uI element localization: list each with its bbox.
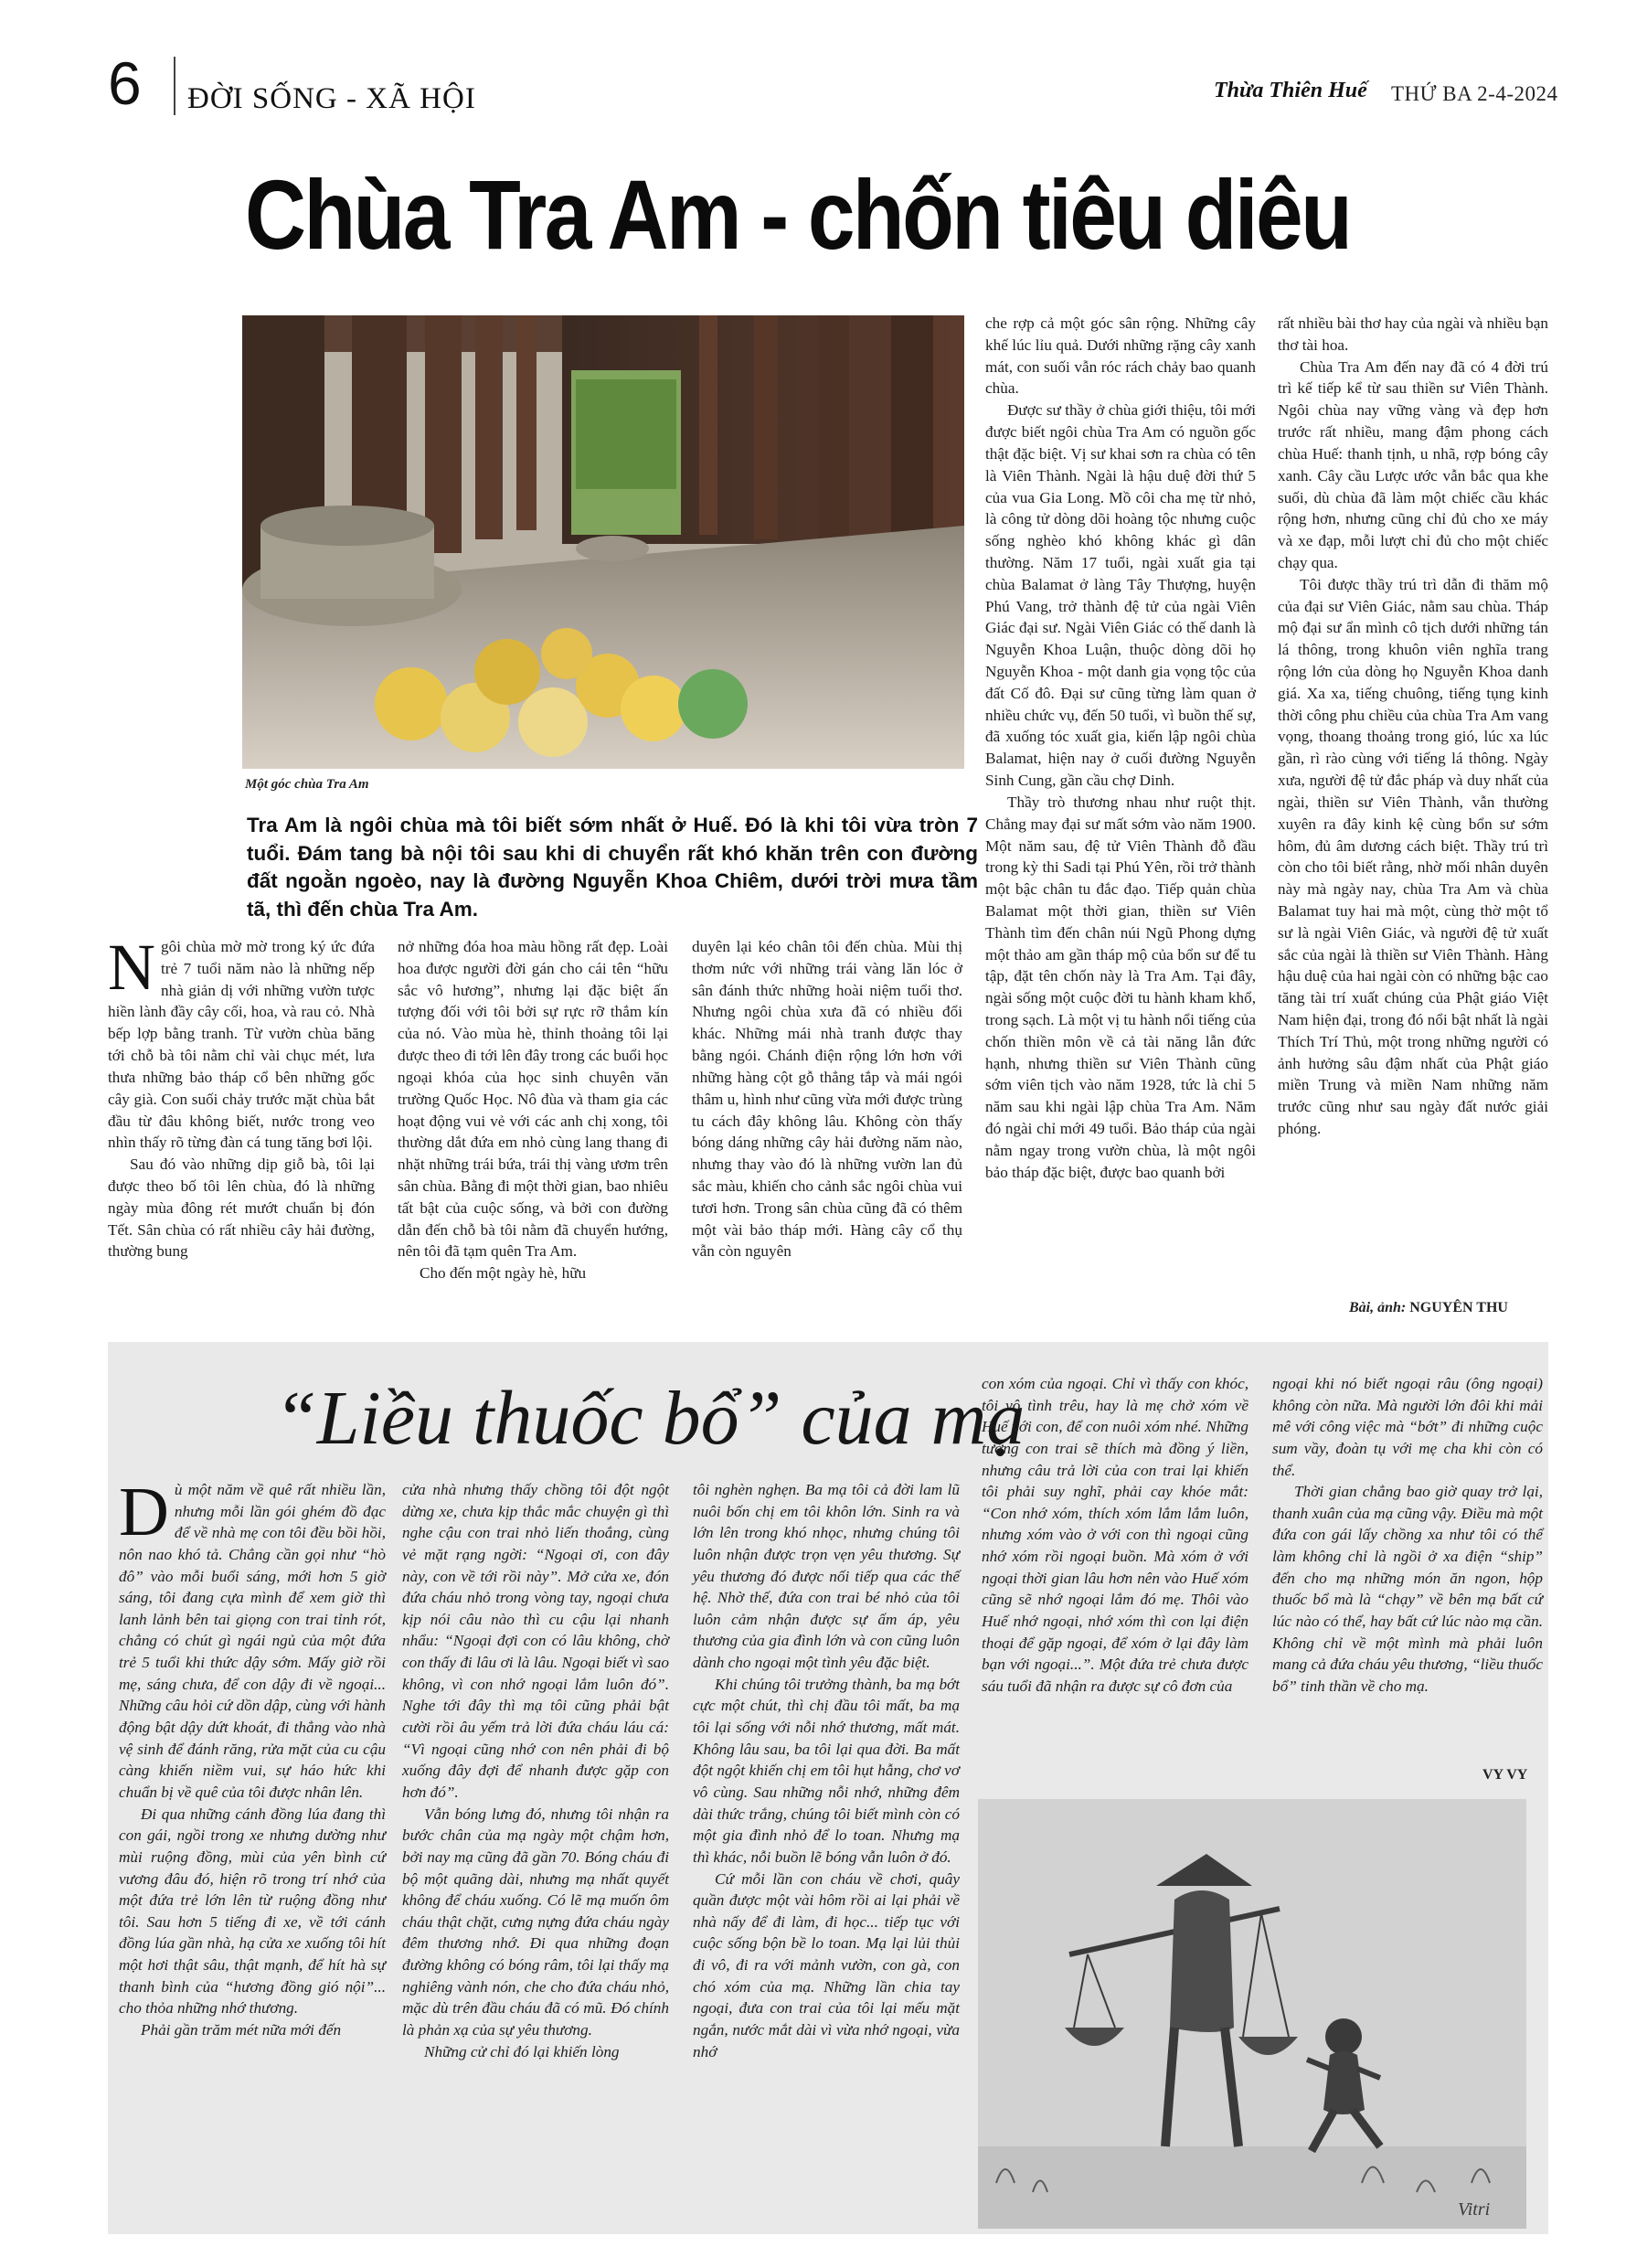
article1-lede: Tra Am là ngôi chùa mà tôi biết sớm nhất ở Huế. Đó là khi tôi vừa tròn 7 tuổi. Đám tang bà nội tôi sau khi di chuyển rất khó khăn trên con đường đất ngoằn ngoèo, nay là đường Nguyễn Khoa Chiêm, dưới trời mưa tầm tã, thì đến chùa Tra Am. bbox=[247, 814, 978, 921]
section-name: ĐỜI SỐNG - XÃ HỘI bbox=[187, 82, 476, 115]
article2-column-1 bbox=[119, 1474, 386, 2041]
header-divider bbox=[174, 57, 175, 115]
issue-date: THỨ BA 2-4-2024 bbox=[1391, 82, 1558, 105]
article2-paragraph: Những cử chỉ đó lại khiến lòng bbox=[424, 2042, 620, 2060]
newspaper-name: Thừa Thiên Huế bbox=[1214, 79, 1367, 102]
temple-photo bbox=[242, 315, 964, 769]
article1-paragraph: duyên lại kéo chân tôi đến chùa. Mùi thị thơm nức với những trái vàng lăn lóc ở sân đánh thức những hoài niệm tuổi thơ. Nhưng ngôi chùa xưa đã có nhiều đổi khác. Những mái nhà tranh được thay bằng ngói. Chánh điện rộng lớn hơn với những hàng cột gỗ thẳng tắp và mái ngói thâm u, hình như cũng vừa mới được trùng tu cách đây không lâu. Không còn thấy bóng dáng những cây hải đường năm nào, nhưng thay vào đó là những vườn lan đủ sắc màu, khiến cho cảnh sắc ngôi chùa vui tươi hơn. Trong sân chùa cũng đã có thêm một vài bảo tháp mới. Hàng cây cổ thụ vẫn còn nguyên bbox=[692, 938, 962, 1261]
article2-paragraph: Vẫn bóng lưng đó, nhưng tôi nhận ra bước chân của mạ ngày một chậm hơn, bởi nay mạ cũng đã gần 70. Bóng cháu đi bộ một quãng dài, nhưng mạ nhất quyết không để cháu xuống. Có lẽ mạ muốn ôm cháu thật chặt, cưng nựng đứa cháu ngày đêm thương nhớ. Đi qua những đoạn đường không có bóng râm, tôi lại thấy mạ nghiêng vành nón, che cho đứa cháu nhỏ, mặc dù trên đầu cháu đã có mũ. Đó chính là phản xạ của sự yêu thương. bbox=[402, 1805, 669, 2039]
article2-dropcap: D bbox=[119, 1474, 169, 1550]
article2-title: “Liều thuốc bổ” của mạ bbox=[274, 1376, 1025, 1461]
article1-paragraph: Tôi được thầy trú trì dẫn đi thăm mộ của đại sư Viên Giác, nằm sau chùa. Tháp mộ đại sư ẩn mình cô tịch dưới những tán lá thông, trong khuôn viên nghĩa trang rộng lớn của dòng họ Nguyễn Khoa danh giá. Xa xa, tiếng chuông, tiếng tụng kinh thời công phu chiều của chùa Tra Am vang vọng, thoang thoảng trong gió, lúc xa lúc gần, rì rào cùng với tiếng lá thông. Ngày xưa, người đệ tử đắc pháp và duy nhất của ngài, thiền sư Viên Thành, vẫn thường xuyên ra đây kinh kệ cùng bổn sư sớm hôm, đủ âm dương cách biệt. Thầy trú trì còn cho tôi biết rằng, nhờ mối nhân duyên này mà ngày nay, chùa Tra Am và chùa Balamat tuy hai mà một, cùng thờ một tổ sư là ngài Viên Giác, và người đệ tử xuất sắc của ngài là thiền sư Viên Thành. Hàng hậu duệ của hai ngài còn có những bậc cao tăng tài trí xuất chúng của Phật giáo Việt Nam hiện đại, trong đó nổi bật nhất là ngài Thích Trí Thủ, một trong những người có ảnh hưởng sâu đậm nhất của Phật giáo miền Trung và miền Nam những năm trước cũng như sau ngày đất nước giải phóng. bbox=[1278, 575, 1548, 1138]
article1-title: Chùa Tra Am - chốn tiêu diêu bbox=[245, 159, 1351, 270]
article2-paragraph: Phải gần trăm mét nữa mới đến bbox=[141, 2021, 342, 2039]
photo-caption: Một góc chùa Tra Am bbox=[245, 777, 369, 792]
article2-column-2 bbox=[402, 1479, 669, 2062]
article1-paragraph: Cho đến một ngày hè, hữu bbox=[420, 1264, 587, 1283]
article2-paragraph: Thời gian chẳng bao giờ quay trở lại, thanh xuân của mạ cũng vậy. Điều mà một đứa con gái lấy chồng xa như tôi có thể làm không chỉ là ngồi ở xa điện “ship” đến cho mạ những món ăn ngon, hộp thuốc bổ mà là “chạy” về bên mạ bất cứ lúc nào có thể, hay bất cứ lúc nào mạ cần. Không chỉ về một mình mà phải luôn mang cả đứa cháu yêu thương, “liều thuốc bổ” tinh thần về cho mạ. bbox=[1272, 1483, 1543, 1695]
article1-paragraph: Được sư thầy ở chùa giới thiệu, tôi mới được biết ngôi chùa Tra Am có nguồn gốc thật đặc biệt. Vị sư khai sơn ra chùa có tên là Viên Thành. Ngài là hậu duệ đời thứ 5 của vua Gia Long. Mồ côi cha mẹ từ nhỏ, là công tử dòng dõi hoàng tộc nhưng cuộc sống nghèo khó không khác gì dân thường. Năm 17 tuổi, ngài xuất gia tại chùa Balamat ở làng Tây Thượng, huyện Phú Vang, trở thành đệ tử của ngài Viên Giác đại sư. Ngài Viên Giác có thế danh là Nguyễn Khoa Luận, thuộc dòng dõi họ Nguyễn Khoa - một danh gia vọng tộc của đất Cố đô. Đại sư cũng từng làm quan ở nhiều chức vụ, đến 50 tuổi, vì buồn thế sự, đã xuống tóc xuất gia, kiến lập ngôi chùa Balamat, hiện nay ở cuối đường Nguyễn Sinh Cung, gần cầu chợ Dinh. bbox=[985, 401, 1256, 790]
article1-column-1 bbox=[108, 931, 375, 1262]
illustration-drawing bbox=[978, 1799, 1526, 2229]
article2-paragraph: Khi chúng tôi trưởng thành, ba mạ bớt cực một chút, thì chị đầu tôi mất, ba mạ tôi lại sống với nỗi nhớ thương, mất mát. Không lâu sau, ba tôi lại qua đời. Ba mất đột ngột khiến chị em tôi hụt hẫng, chơ vơ vô cùng. Sau những nỗi nhớ, những đêm dài thức trắng, chúng tôi biết mình còn có một gia đình nhỏ để lo toan. Nhưng mạ thì khác, nỗi buồn lẽ bóng vẫn luôn ở đó. bbox=[693, 1675, 960, 1866]
article1-paragraph: nở những đóa hoa màu hồng rất đẹp. Loài hoa được người đời gán cho cái tên “hữu sắc vô hương”, nhưng lại đặc biệt ấn tượng đối với tôi bởi sự rực rỡ thắm kín của nó. Vào mùa hè, thỉnh thoảng tôi lại được theo đi tới lên đây trong các buổi học ngoại khóa của học sinh chuyên văn trường Quốc Học. Nô đùa và tham gia các hoạt động vui vẻ với các anh chị xong, tôi thường dắt đứa em nhỏ cùng lang thang đi nhặt những trái bứa, trái thị vàng ươm trên sân chùa. Bằng đi một thời gian, bao nhiêu tất bật của cuộc sống, và bởi con đường dẫn đến chỗ bà tôi nằm đã chuyển hướng, nên tôi đã tạm quên Tra Am. bbox=[398, 938, 668, 1261]
article1-column-2 bbox=[398, 936, 668, 1284]
article1-column-5 bbox=[1278, 313, 1548, 1140]
article1-paragraph: che rợp cả một góc sân rộng. Những cây khế lúc lỉu quả. Dưới những rặng cây xanh mát, con suối vẫn róc rách chảy bao quanh chùa. bbox=[985, 314, 1256, 398]
article1-paragraph: Sau đó vào những dịp giỗ bà, tôi lại được theo bố tôi lên chùa, đó là những ngày mùa đông rét mướt chuẩn bị đón Tết. Sân chùa có rất nhiều cây hải đường, thường bung bbox=[108, 1155, 375, 1261]
article2-paragraph: con xóm của ngoại. Chỉ vì thấy con khóc, tôi vô tình trêu, hay là mẹ chở xóm về Huế với con, để con nuôi xóm nhé. Những tưởng con trai sẽ thích mà đồng ý liền, nhưng câu trả lời của con trai lại khiến tôi phải suy nghĩ, phải cay khóe mắt: “Con nhớ xóm, thích xóm lắm lắm luôn, nhưng xóm vào ở với con thì ngoại cũng nhớ xóm rồi ngoại buồn. Mà xóm ở với ngoại thời gian lâu hơn nên vào Huế xóm cũng sẽ nhớ ngoại lắm đó mẹ. Thôi vào Huế nhớ ngoại, nhớ xóm thì con lại điện thoại để gặp ngoại, để xóm ở lại đây làm bạn với ngoại...”. Một đứa trẻ chưa được sáu tuổi đã nhận ra được sự cô đơn của bbox=[982, 1375, 1249, 1695]
article1-byline bbox=[1349, 1300, 1508, 1316]
article2-column-3 bbox=[693, 1479, 960, 2062]
article2-paragraph: tôi nghèn nghẹn. Ba mạ tôi cả đời lam lũ nuôi bốn chị em tôi khôn lớn. Sinh ra và lớn lên trong khó nhọc, nhưng chúng tôi luôn nhận được trọn vẹn yêu thương. Sự yêu thương đó được nối tiếp qua các thế hệ. Nhờ thế, đứa con trai bé nhỏ của tôi luôn cảm nhận được sự ấm áp, yêu thương của gia đình lớn và con cũng luôn dành cho ngoại một tình yêu đặc biệt. bbox=[693, 1481, 960, 1672]
temple-corridor-illustration bbox=[242, 315, 964, 769]
grandmother-child-illustration bbox=[978, 1799, 1526, 2229]
page-number: 6 bbox=[108, 49, 142, 117]
article2-column-4 bbox=[982, 1373, 1249, 1698]
article1-dropcap: N bbox=[108, 931, 155, 1004]
article2-byline: VY VY bbox=[1482, 1767, 1528, 1783]
article2-paragraph: cửa nhà nhưng thấy chồng tôi đột ngột dừng xe, chưa kịp thắc mắc chuyện gì thì nghe cậu con trai nhỏ liến thoắng, cùng vẻ mặt rạng ngời: “Ngoại ơi, con đây này, con về tới rồi này”. Mở cửa xe, đón đứa cháu nhỏ trong vòng tay, ngoại chưa kịp nói câu nào thì cu cậu lại nhanh nhẩu: “Ngoại đợi con có lâu không, chờ con thấy đi lâu ơi là lâu. Ngoại biết vì sao không, vì con nhớ ngoại lắm luôn đó”. Nghe tới đây thì mạ tôi cũng phải bật cười rồi âu yếm trả lời đứa cháu láu cá: “Vì ngoại cũng nhớ con nên phải đi bộ xuống đây đợi để nhanh được gặp con hơn đó”. bbox=[402, 1481, 669, 1801]
article2-paragraph: ngoại khi nó biết ngoại râu (ông ngoại) không còn nữa. Mà người lớn đôi khi mải mê với công việc mà “bớt” đi những cuộc sum vầy, đoàn tụ với mẹ cha khi còn có thể. bbox=[1272, 1375, 1543, 1479]
article1-column-4 bbox=[985, 313, 1256, 1184]
article1-paragraph: gôi chùa mờ mờ trong ký ức đứa trẻ 7 tuổi năm nào là những nếp nhà giản dị với những vườn tược hiền lành đầy cây cối, hoa, và rau cỏ. Nhà bếp lợp bằng tranh. Từ vườn chùa băng tới chỗ bà tôi nằm chỉ vài chục mét, lưa thưa những bảo tháp cổ bên những gốc cây già. Con suối chảy trước mặt chùa bắt đầu từ đâu không biết, nước trong veo nhìn thấy rõ từng đàn cá tung tăng bơi lội. bbox=[108, 938, 375, 1152]
byline-prefix: Bài, ảnh: bbox=[1349, 1300, 1407, 1315]
article1-paragraph: Thầy trò thương nhau như ruột thịt. Chẳng may đại sư mất sớm vào năm 1900. Một năm sau, đệ tử Viên Thành đỗ đầu trong kỳ thi Sadi tại Phú Yên, rồi trở thành một bậc chân tu đắc đạo. Tiếp quản chùa Balamat một thời gian, thiền sư Viên Thành tìm đến chân núi Ngũ Phong dựng một thảo am gần tháp mộ của bổn sư để tu tập, đặt tên chốn này là Tra Am. Tại đây, ngài sống một cuộc đời tu hành kham khổ, trong sạch. Là một vị tu hành nổi tiếng của chốn thiền môn về cả tài năng lẫn đức hạnh, nhưng thiền sư Viên Thành cũng sớm viên tịch vào năm 1928, tức là chỉ 5 năm sau khi ngài lập chùa Tra Am. Năm đó ngài chỉ mới 49 tuổi. Bảo tháp của ngài nằm ngay trong vườn chùa, là một ngôi bảo tháp đặc biệt, được bao quanh bởi bbox=[985, 793, 1256, 1181]
byline-author: NGUYÊN THU bbox=[1409, 1300, 1508, 1315]
article1-paragraph: Chùa Tra Am đến nay đã có 4 đời trú trì kế tiếp kể từ sau thiền sư Viên Thành. Ngôi chùa nay vững vàng và đẹp hơn trước rất nhiều, mang đậm phong cách chùa Huế: thanh tịnh, u nhã, rợp bóng cây xanh. Cây cầu Lược ước vẫn bắc qua khe suối, dù chùa đã làm một chiếc cầu khác rộng hơn, nhưng cũng chỉ đủ cho xe máy và xe đạp, mỗi lượt chỉ đủ cho một chiếc chạy qua. bbox=[1278, 357, 1548, 571]
article2-paragraph: Đi qua những cánh đồng lúa đang thì con gái, ngồi trong xe nhưng dường như mùi ruộng đồng, mùi của yên bình cứ vương đâu đó, hiện rõ trong trí nhớ của một đứa trẻ lớn lên từ ruộng đồng như tôi. Sau hơn 5 tiếng đi xe, về tới cánh đồng lúa gần nhà, hạ cửa xe xuống tôi hít một hơi thật sâu, thật mạnh, để hít hà sự thanh bình của “hương đồng gió nội”... cho thỏa những nhớ thương. bbox=[119, 1805, 386, 2018]
article2-column-5 bbox=[1272, 1373, 1543, 1698]
article2-paragraph: Cứ mỗi lần con cháu về chơi, quây quần được một vài hôm rồi ai lại phải về nhà nấy để đi làm, đi học... tiếp tục với cuộc sống bộn bề lo toan. Mạ lại lủi thủi đi vô, đi ra với mảnh vườn, con gà, con chó xóm của mạ. Những lần chia tay ngoại, đưa con trai của tôi lại mếu mặt ngắn, nước mắt dài vì vừa nhớ ngoại, vừa nhớ bbox=[693, 1869, 960, 2060]
illustrator-signature: Vitri bbox=[1458, 2199, 1491, 2220]
article1-paragraph: rất nhiều bài thơ hay của ngài và nhiều bạn thơ tài hoa. bbox=[1278, 314, 1548, 354]
article2-paragraph: ù một năm về quê rất nhiều lần, nhưng mỗi lần gói ghém đồ đạc để về nhà mẹ con tôi đều bồi hồi, nôn nao khó tả. Chẳng cần gọi như “hò đô” vào mỗi buổi sáng, mới hơn 5 giờ sáng, tôi đang cựa mình để xem giờ thì lanh lảnh bên tai giọng con trai tỉnh rót, chẳng có chút gì ngái ngủ của một đứa trẻ 5 tuổi khi thức dậy sớm. Mấy giờ rồi mẹ, sáng chưa, để con dậy đi về ngoại... Những câu hỏi cứ dồn dập, cùng với hành động bật dậy dứt khoát, đi thẳng vào nhà vệ sinh để đánh răng, rửa mặt của cu cậu càng khiến niềm vui, sự háo hức khi chuẩn bị về quê của tôi được nhân lên. bbox=[119, 1481, 386, 1801]
article1-column-3 bbox=[692, 936, 962, 1262]
